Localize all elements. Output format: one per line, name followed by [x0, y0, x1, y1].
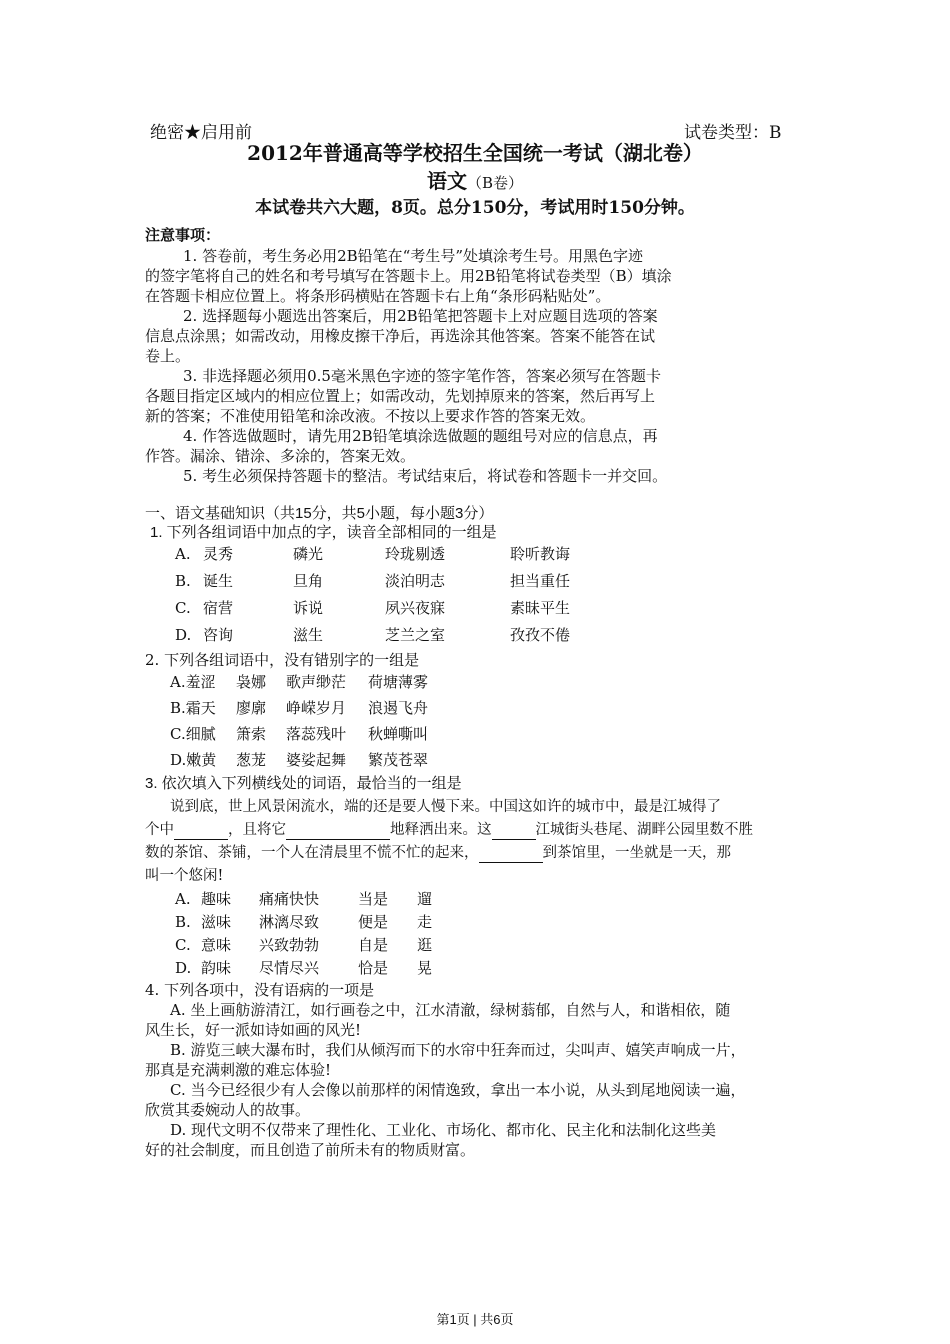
option-word: 聆听教诲: [510, 545, 571, 563]
blank-1: [174, 821, 228, 840]
option-word: 淋漓尽致: [259, 913, 320, 931]
question-4-line: B. 游览三峡大瀑布时，我们从倾泻而下的水帘中狂奔而过，尖叫声、嬉笑声响成一片，: [170, 1041, 746, 1059]
question-4-line: 那真是充满刺激的难忘体验!: [145, 1061, 332, 1079]
notice-line: 1. 答卷前，考生务必用2B铅笔在“考生号”处填涂考生号。用黑色字迹: [183, 247, 643, 265]
notice-line: 卷上。: [145, 347, 191, 365]
notice-line: 在答题卡相应位置上。将条形码横贴在答题卡右上角“条形码粘贴处”。: [145, 287, 611, 305]
notice-line: 新的答案；不准使用铅笔和涂改液。不按以上要求作答的答案无效。: [145, 407, 596, 425]
exam-summary: 本试卷共六大题，8页。总分150分，考试用时150分钟。: [255, 198, 695, 218]
option-word: 诞生: [203, 572, 234, 590]
option-word: B.霜天: [170, 699, 216, 717]
option-letter: D.: [175, 626, 192, 644]
option-letter: C.: [175, 936, 191, 954]
passage-text: 个中: [145, 822, 174, 838]
notice-line: 的签字笔将自己的姓名和考号填写在答题卡上。用2B铅笔将试卷类型（B）填涂: [145, 267, 672, 285]
option-letter: B.: [175, 572, 191, 590]
option-word: 繁茂苍翠: [368, 751, 429, 769]
option-word: 浪遏飞舟: [368, 699, 429, 717]
option-word: 箫索: [236, 725, 267, 743]
option-letter: C.: [175, 599, 191, 617]
option-word: 意味: [201, 936, 232, 954]
option-word: 廖廓: [236, 699, 267, 717]
question-2-stem: 2. 下列各组词语中，没有错别字的一组是: [145, 651, 420, 669]
confidential-label: 绝密★启用前: [150, 123, 252, 143]
option-word: 素昧平生: [510, 599, 571, 617]
question-4-line: 欣赏其委婉动人的故事。: [145, 1101, 311, 1119]
notice-line: 各题目指定区域内的相应位置上；如需改动，先划掉原来的答案，然后再写上: [145, 387, 656, 405]
option-word: 晃: [417, 959, 433, 977]
question-3-passage-line: [145, 844, 731, 863]
question-4-line: 风生长，好一派如诗如画的风光!: [145, 1021, 362, 1039]
option-word: D.嫩黄: [170, 751, 217, 769]
option-word: 滋生: [293, 626, 324, 644]
option-word: C.细腻: [170, 725, 216, 743]
option-word: 旦角: [293, 572, 324, 590]
option-word: 夙兴夜寐: [385, 599, 446, 617]
option-word: 玲珑剔透: [385, 545, 446, 563]
passage-text: 到茶馆里，一坐就是一天，那: [542, 845, 731, 861]
question-3-passage-line: 说到底，世上风景闲流水，端的还是要人慢下来。中国这如许的城市中，最是江城得了: [170, 799, 721, 815]
question-4-line: 好的社会制度，而且创造了前所未有的物质财富。: [145, 1141, 476, 1159]
option-word: 痛痛快快: [259, 890, 320, 908]
option-word: 兴致勃勃: [259, 936, 320, 954]
option-word: 当是: [358, 890, 389, 908]
option-word: 尽情尽兴: [259, 959, 320, 977]
question-1-stem: 1. 下列各组词语中加点的字，读音全部相同的一组是: [150, 524, 497, 541]
option-word: 滋味: [201, 913, 232, 931]
option-letter: B.: [175, 913, 191, 931]
question-4-line: A. 坐上画舫游清江，如行画卷之中，江水清澈，绿树蓊郁，自然与人，和谐相依，随: [170, 1001, 731, 1019]
blank-3: [492, 821, 536, 840]
option-word: 婆娑起舞: [286, 751, 347, 769]
paper-type-label: 试卷类型：B: [684, 123, 782, 143]
blank-2: [286, 821, 390, 840]
blank-4: [479, 844, 543, 863]
subject-note: （B卷）: [466, 174, 524, 192]
option-word: 孜孜不倦: [510, 626, 571, 644]
question-3-passage-line: 叫一个悠闲!: [145, 868, 224, 884]
option-word: 灵秀: [203, 545, 234, 563]
question-4-line: C. 当今已经很少有人会像以前那样的闲情逸致，拿出一本小说，从头到尾地阅读一遍，: [170, 1081, 746, 1099]
option-word: 歌声缈茫: [286, 673, 347, 691]
option-word: 自是: [358, 936, 389, 954]
question-4-line: D. 现代文明不仅带来了理性化、工业化、市场化、都市化、民主化和法制化这些美: [170, 1121, 717, 1139]
option-word: 便是: [358, 913, 389, 931]
option-word: 葱茏: [236, 751, 267, 769]
option-word: 芝兰之室: [385, 626, 446, 644]
option-word: 趣味: [201, 890, 232, 908]
option-word: 荷塘薄雾: [368, 673, 429, 691]
option-word: 遛: [417, 890, 433, 908]
notice-line: 5. 考生必须保持答题卡的整洁。考试结束后，将试卷和答题卡一并交回。: [183, 467, 668, 485]
option-word: 袅娜: [236, 673, 267, 691]
option-word: 落蕊残叶: [286, 725, 347, 743]
option-word: 峥嵘岁月: [286, 699, 347, 717]
option-letter: D.: [175, 959, 192, 977]
option-word: 走: [417, 913, 433, 931]
passage-text: 地释洒出来。这: [390, 822, 492, 838]
option-word: 秋蝉嘶叫: [368, 725, 429, 743]
notice-line: 3. 非选择题必须用0.5毫米黑色字迹的签字笔作答，答案必须写在答题卡: [183, 367, 661, 385]
question-3-passage-line: [145, 821, 753, 840]
option-word: 韵味: [201, 959, 232, 977]
section-heading: 一、语文基础知识（共15分，共5小题，每小题3分）: [145, 505, 494, 522]
option-word: 淡泊明志: [385, 572, 446, 590]
subject-title: [0, 169, 950, 193]
notice-line: 信息点涂黑；如需改动，用橡皮擦干净后，再选涂其他答案。答案不能答在试: [145, 327, 656, 345]
option-word: 宿营: [203, 599, 234, 617]
option-word: A.羞涩: [170, 673, 216, 691]
notice-line: 作答。漏涂、错涂、多涂的，答案无效。: [145, 447, 416, 465]
option-word: 咨询: [203, 626, 234, 644]
passage-text: 数的茶馆、茶铺，一个人在清晨里不慌不忙的起来，: [145, 845, 479, 861]
question-3-stem: 3. 依次填入下列横线处的词语，最恰当的一组是: [145, 775, 462, 792]
option-letter: A.: [175, 890, 191, 908]
question-4-stem: 4. 下列各项中，没有语病的一项是: [145, 981, 375, 999]
option-word: 磷光: [293, 545, 324, 563]
option-letter: A.: [175, 545, 191, 563]
subject-name: 语文: [426, 169, 467, 193]
option-word: 诉说: [293, 599, 324, 617]
option-word: 恰是: [358, 959, 389, 977]
notice-line: 2. 选择题每小题选出答案后，用2B铅笔把答题卡上对应题目选项的答案: [183, 307, 658, 325]
passage-text: ，且将它: [228, 822, 286, 838]
exam-title: 2012年普通高等学校招生全国统一考试（湖北卷）: [247, 141, 703, 165]
passage-text: 江城街头巷尾、湖畔公园里数不胜: [535, 822, 753, 838]
option-word: 担当重任: [510, 572, 571, 590]
notice-line: 4. 作答选做题时，请先用2B铅笔填涂选做题的题组号对应的信息点，再: [183, 427, 658, 445]
notice-heading: 注意事项：: [145, 226, 221, 244]
page-footer: 第1页 | 共6页: [436, 1312, 514, 1327]
option-word: 逛: [417, 936, 433, 954]
